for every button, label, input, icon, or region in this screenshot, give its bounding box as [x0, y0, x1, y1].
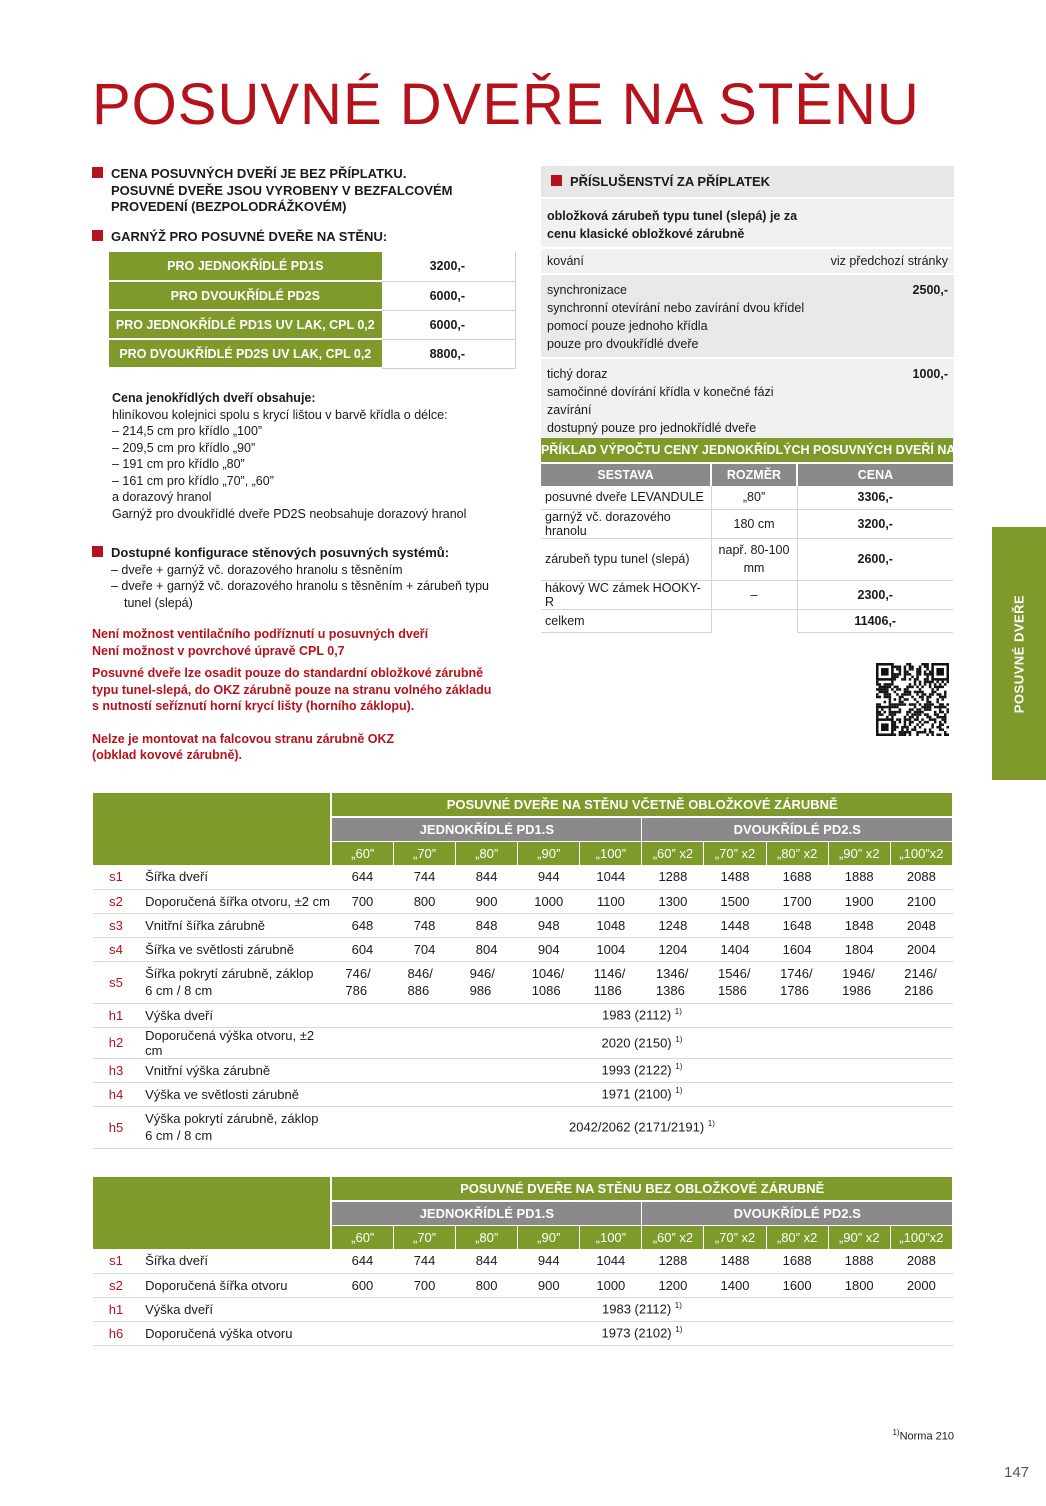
dimension-value	[642, 961, 704, 1003]
dimension-value-line: 2186	[904, 983, 934, 998]
dimension-name: Výška dveří	[139, 1297, 331, 1321]
dimension-value-line: 986	[469, 983, 492, 998]
example-table	[541, 462, 953, 633]
dimension-value: 1404	[704, 937, 766, 961]
dimension-value	[331, 961, 393, 1003]
dimension-value: 1004	[580, 937, 642, 961]
dimension-code: s1	[93, 865, 139, 889]
dimension-value	[331, 1297, 952, 1321]
size-header: „80” x2	[766, 841, 828, 865]
dimension-value: 944	[518, 1249, 580, 1273]
dimension-value: 700	[394, 1273, 456, 1297]
dimension-row	[93, 961, 953, 1003]
dimension-value-line: 946/	[469, 966, 495, 981]
dimension-code: s4	[93, 937, 139, 961]
dimension-row	[93, 865, 953, 889]
dimension-value: 644	[331, 1249, 393, 1273]
note-line: Není možnost ventilačního podříznutí u posuvných dveří	[92, 627, 429, 641]
dimension-value: 1648	[766, 913, 828, 937]
footnote-marker: 1)	[674, 1007, 682, 1017]
example-price: 2600,-	[797, 538, 953, 580]
dimension-value: 844	[456, 865, 518, 889]
dimension-name: Doporučená výška otvoru	[139, 1321, 331, 1345]
garnyz-row	[109, 252, 516, 281]
dimension-value-text: 2020 (2150)	[601, 1035, 672, 1051]
qr-code-icon[interactable]	[876, 663, 949, 736]
intro-block	[92, 166, 522, 245]
dimension-value: 744	[394, 1249, 456, 1273]
example-row	[541, 609, 953, 632]
example-size: „80”	[711, 486, 797, 509]
red-bullet-icon	[92, 230, 103, 241]
dimension-code: s2	[93, 889, 139, 913]
dimension-value	[331, 1321, 952, 1345]
dimensions-table-without-frame	[93, 1177, 953, 1346]
dimension-value: 1600	[766, 1273, 828, 1297]
dimension-value: 1288	[642, 1249, 704, 1273]
note-line: s nutností seříznutí horní krycí lišty (horního záklopu).	[92, 699, 415, 713]
dimension-value-text: 2042/2062 (2171/2191)	[568, 1119, 705, 1135]
contains-line: hliníkovou kolejnici spolu s krycí lištou v barvě křídla o délce:	[112, 407, 448, 422]
dimension-value: 1248	[642, 913, 704, 937]
dimension-name	[139, 961, 331, 1003]
accessory-desc-line: tichý doraz	[547, 367, 608, 381]
dimension-value-line: 1746/	[780, 966, 813, 981]
dimension-value: 1100	[580, 889, 642, 913]
garnyz-row	[109, 339, 516, 368]
dimension-row	[93, 1106, 953, 1148]
dimension-value: 848	[456, 913, 518, 937]
accessories-subheading-line: obložková zárubeň typu tunel (slepá) je za	[547, 209, 798, 223]
dimension-value	[704, 961, 766, 1003]
contains-line: – 161 cm pro křídlo „70”, „60”	[112, 473, 274, 488]
footnote-marker: 1)	[707, 1119, 715, 1129]
size-header: „90”	[518, 1225, 580, 1249]
red-bullet-icon	[551, 175, 562, 186]
notes-block	[92, 626, 532, 764]
dimension-name: Výška ve světlosti zárubně	[139, 1082, 331, 1106]
size-header: „80” x2	[766, 1225, 828, 1249]
garnyz-label: PRO JEDNOKŘÍDLÉ PD1S UV LAK, CPL 0,2	[109, 310, 382, 339]
example-price: 2300,-	[797, 580, 953, 609]
contains-line: Garnýž pro dvoukřídlé dveře PD2S neobsahuje dorazový hranol	[112, 506, 467, 521]
accessory-price: viz předchozí stránky	[830, 254, 948, 268]
dimension-value: 700	[331, 889, 393, 913]
footnote-marker: 1)	[675, 1086, 683, 1096]
example-row	[541, 538, 953, 580]
example-item: celkem	[541, 609, 711, 632]
size-header: „90” x2	[828, 841, 890, 865]
dimension-value-text: 1993 (2122)	[601, 1062, 672, 1078]
dimension-value-line: 1546/	[717, 966, 751, 981]
dimension-value: 1888	[828, 1249, 890, 1273]
garnyz-label: PRO DVOUKŘÍDLÉ PD2S UV LAK, CPL 0,2	[109, 339, 382, 368]
table1-heading: POSUVNÉ DVEŘE NA STĚNU VČETNĚ OBLOŽKOVÉ ZÁRUBNĚ	[331, 793, 952, 817]
dimension-row	[93, 1027, 953, 1058]
accessory-price: 2500,-	[912, 283, 948, 297]
dimension-value: 600	[331, 1273, 393, 1297]
dimension-value: 744	[394, 865, 456, 889]
intro-line-2: POSUVNÉ DVEŘE JSOU VYROBENY V BEZFALCOVÉM	[111, 182, 453, 198]
accessory-desc	[541, 358, 825, 441]
size-header: „100”x2	[890, 1225, 952, 1249]
accessories-box	[541, 166, 954, 441]
dimension-name: Šířka dveří	[139, 1249, 331, 1273]
example-price: 3200,-	[797, 509, 953, 538]
dimension-value: 704	[394, 937, 456, 961]
dimension-row	[93, 1082, 953, 1106]
dimension-value: 1604	[766, 937, 828, 961]
dimension-value: 1448	[704, 913, 766, 937]
dimension-name-line: 6 cm / 8 cm	[145, 1128, 213, 1143]
garnyz-price: 6000,-	[382, 310, 516, 339]
config-line: – dveře + garnýž vč. dorazového hranolu s těsněním + zárubeň typu	[111, 579, 490, 593]
garnyz-label: PRO JEDNOKŘÍDLÉ PD1S	[109, 252, 382, 281]
dimension-name: Doporučená šířka otvoru	[139, 1273, 331, 1297]
contains-line: – 191 cm pro křídlo „80”	[112, 457, 245, 471]
example-col-header: CENA	[797, 463, 953, 486]
footnote-marker: 1)	[674, 1301, 682, 1311]
side-tab-label: POSUVNÉ DVEŘE	[1011, 594, 1027, 713]
dimension-value	[890, 961, 952, 1003]
red-bullet-icon	[92, 167, 103, 178]
table1-group-single: JEDNOKŘÍDLÉ PD1.S	[331, 817, 641, 841]
dimension-value: 1044	[580, 1249, 642, 1273]
dimension-value: 1044	[580, 865, 642, 889]
size-header: „100”	[580, 841, 642, 865]
dimension-value: 1488	[704, 1249, 766, 1273]
dimension-row	[93, 1297, 953, 1321]
dimension-value	[331, 1106, 952, 1148]
accessories-table	[541, 247, 954, 441]
accessory-desc	[541, 274, 825, 358]
dimension-value-line: 786	[345, 983, 368, 998]
dimension-value-text: 1983 (2112)	[602, 1007, 672, 1023]
dimension-name: Doporučená výška otvoru, ±2 cm	[139, 1027, 331, 1058]
dimension-value-line: 1946/	[842, 966, 875, 981]
dimension-value-text: 1971 (2100)	[601, 1086, 672, 1102]
accessory-price: 1000,-	[912, 367, 948, 381]
size-header: „60” x2	[642, 1225, 704, 1249]
example-row	[541, 580, 953, 609]
table1-group-double: DVOUKŘÍDLÉ PD2.S	[642, 817, 953, 841]
dimension-name: Výška dveří	[139, 1003, 331, 1027]
dimension-name: Doporučená šířka otvoru, ±2 cm	[139, 889, 331, 913]
dimension-name: Šířka dveří	[139, 865, 331, 889]
example-row	[541, 509, 953, 538]
red-bullet-icon	[92, 546, 103, 557]
dimension-value: 1300	[642, 889, 704, 913]
page-number: 147	[1004, 1464, 1030, 1481]
accessories-heading: PŘÍSLUŠENSTVÍ ZA PŘÍPLATEK	[541, 166, 954, 197]
dimension-value	[580, 961, 642, 1003]
dimension-code: h5	[93, 1106, 139, 1148]
dimension-value: 1488	[704, 865, 766, 889]
note-line: Nelze je montovat na falcovou stranu zárubně OKZ	[92, 731, 395, 746]
dimension-code: s1	[93, 1249, 139, 1273]
dimension-value-line: 2146/	[904, 966, 937, 981]
page-title: POSUVNÉ DVEŘE NA STĚNU	[92, 72, 920, 137]
dimension-value: 2100	[890, 889, 952, 913]
example-item: hákový WC zámek HOOKY-R	[541, 580, 711, 609]
dimension-value: 1204	[642, 937, 704, 961]
dimension-name: Vnitřní výška zárubně	[139, 1058, 331, 1082]
size-header: „100”x2	[890, 841, 952, 865]
dimension-value: 1700	[766, 889, 828, 913]
accessory-desc	[541, 248, 825, 274]
dimension-value: 904	[518, 937, 580, 961]
example-item: posuvné dveře LEVANDULE	[541, 486, 711, 509]
dimension-value: 648	[331, 913, 393, 937]
dimension-row	[93, 1249, 953, 1273]
dimension-row	[93, 937, 953, 961]
example-item: zárubeň typu tunel (slepá)	[541, 538, 711, 580]
dimension-value	[331, 1003, 952, 1027]
dimension-name: Vnitřní šířka zárubně	[139, 913, 331, 937]
configs-block	[92, 545, 522, 611]
contains-block	[112, 390, 522, 522]
dimension-code: h4	[93, 1082, 139, 1106]
note-line: Posuvné dveře lze osadit pouze do standardní obložkové zárubně	[92, 666, 484, 680]
accessories-subheading-line: cenu klasické obložkové zárubně	[547, 227, 745, 241]
dimension-row	[93, 913, 953, 937]
size-header: „80”	[456, 1225, 518, 1249]
example-size: 180 cm	[711, 509, 797, 538]
example-col-header: SESTAVA	[541, 463, 711, 486]
dimension-name-line: Výška pokrytí zárubně, záklop	[145, 1111, 319, 1126]
accessory-desc-line: synchronní otevírání nebo zavírání dvou křídel	[547, 301, 805, 315]
dimension-value: 2000	[890, 1273, 952, 1297]
side-tab	[992, 527, 1046, 780]
dimension-value-line: 1586	[717, 983, 747, 998]
accessory-desc-line: pomocí pouze jednoho křídla	[547, 319, 708, 333]
dimension-value-line: 746/	[345, 966, 371, 981]
accessory-row	[541, 248, 954, 274]
dimension-value-line: 1186	[593, 983, 622, 998]
garnyz-row	[109, 310, 516, 339]
dimension-value	[331, 1058, 952, 1082]
dimension-code: h1	[93, 1297, 139, 1321]
dimension-value	[394, 961, 456, 1003]
accessory-row	[541, 274, 954, 358]
example-heading: PŘÍKLAD VÝPOČTU CENY JEDNOKŘÍDLÝCH POSUVNÝCH DVEŘÍ NA STĚNU	[541, 438, 953, 462]
accessory-desc-line: kování	[547, 254, 584, 268]
dimension-value: 604	[331, 937, 393, 961]
table-corner	[93, 1177, 331, 1249]
accessory-desc-line: synchronizace	[547, 283, 627, 297]
dimension-value: 644	[331, 865, 393, 889]
dimension-value	[456, 961, 518, 1003]
dimension-value-line: 1986	[842, 983, 872, 998]
dimension-value: 1848	[828, 913, 890, 937]
contains-line: a dorazový hranol	[112, 490, 212, 504]
config-line: tunel (slepá)	[124, 595, 193, 610]
dimension-code: h3	[93, 1058, 139, 1082]
dimension-code: h2	[93, 1027, 139, 1058]
footnote-marker: 1)	[675, 1034, 683, 1044]
dimension-value-line: 846/	[407, 966, 433, 981]
dimension-value: 1200	[642, 1273, 704, 1297]
accessory-desc-line: pouze pro dvoukřídlé dveře	[547, 337, 699, 351]
accessory-row	[541, 358, 954, 441]
size-header: „70”	[394, 841, 456, 865]
dimension-row	[93, 889, 953, 913]
contains-line: – 209,5 cm pro křídlo „90”	[112, 440, 256, 455]
dimension-row	[93, 1058, 953, 1082]
intro-line-3: PROVEDENÍ (BEZPOLODRÁŽKOVÉM)	[111, 199, 347, 214]
dimension-code: h1	[93, 1003, 139, 1027]
note-line: Není možnost v povrchové úpravě CPL 0,7	[92, 643, 345, 658]
garnyz-row	[109, 281, 516, 310]
footnote: $^{1)}$Norma 210	[892, 1428, 954, 1443]
size-header: „70” x2	[704, 1225, 766, 1249]
dimension-code: h6	[93, 1321, 139, 1345]
dimension-value: 2048	[890, 913, 952, 937]
dimension-value: 1048	[580, 913, 642, 937]
configs-heading: Dostupné konfigurace stěnových posuvných systémů:	[92, 545, 522, 562]
dimension-value: 800	[456, 1273, 518, 1297]
example-row	[541, 486, 953, 509]
size-header: „70”	[394, 1225, 456, 1249]
dimension-value-line: 1086	[531, 983, 561, 998]
footnote-marker: 1)	[675, 1325, 683, 1335]
dimension-value: 804	[456, 937, 518, 961]
dimension-name-line: 6 cm / 8 cm	[145, 983, 213, 998]
dimension-row	[93, 1321, 953, 1345]
dimension-value-line: 886	[407, 983, 430, 998]
accessory-desc-line: dostupný pouze pro jednokřídlé dveře	[547, 421, 757, 435]
dimension-code: s3	[93, 913, 139, 937]
accessory-desc-line: samočinné dovírání křídla v konečné fázi zavírání	[547, 385, 774, 417]
dimension-value-line: 1786	[780, 983, 809, 998]
dimension-value-line: 1386	[655, 983, 685, 998]
dimension-code: s2	[93, 1273, 139, 1297]
dimension-value: 1688	[766, 865, 828, 889]
dimensions-table-with-frame	[93, 793, 953, 1149]
dimension-value: 1500	[704, 889, 766, 913]
intro-line-1: CENA POSUVNÝCH DVEŘÍ JE BEZ PŘÍPLATKU.	[92, 166, 522, 183]
size-header: „90” x2	[828, 1225, 890, 1249]
note-line: typu tunel-slepá, do OKZ zárubně pouze na stranu volného základu	[92, 682, 492, 697]
dimension-value: 800	[394, 889, 456, 913]
garnyz-price: 8800,-	[382, 339, 516, 368]
garnyz-table	[109, 252, 516, 369]
dimension-value: 900	[518, 1273, 580, 1297]
example-price: 11406,-	[797, 609, 953, 632]
size-header: „60”	[331, 1225, 393, 1249]
dimension-value: 1288	[642, 865, 704, 889]
dimension-value-text: 1983 (2112)	[602, 1301, 672, 1317]
garnyz-label: PRO DVOUKŘÍDLÉ PD2S	[109, 281, 382, 310]
dimension-value: 1000	[518, 889, 580, 913]
dimension-value: 1900	[828, 889, 890, 913]
table2-heading: POSUVNÉ DVEŘE NA STĚNU BEZ OBLOŽKOVÉ ZÁRUBNĚ	[331, 1177, 952, 1201]
dimension-value: 1688	[766, 1249, 828, 1273]
example-item: garnýž vč. dorazového hranolu	[541, 509, 711, 538]
example-col-header: ROZMĚR	[711, 463, 797, 486]
example-size	[711, 609, 797, 632]
dimension-value-text: 1973 (2102)	[601, 1325, 672, 1341]
size-header: „60”	[331, 841, 393, 865]
dimension-value	[828, 961, 890, 1003]
dimension-value: 1400	[704, 1273, 766, 1297]
example-size: –	[711, 580, 797, 609]
dimension-value: 748	[394, 913, 456, 937]
size-header: „60” x2	[642, 841, 704, 865]
config-line: – dveře + garnýž vč. dorazového hranolu s těsněním	[111, 562, 403, 577]
dimension-value: 2088	[890, 1249, 952, 1273]
garnyz-heading: GARNÝŽ PRO POSUVNÉ DVEŘE NA STĚNU:	[92, 229, 522, 246]
garnyz-price: 6000,-	[382, 281, 516, 310]
size-header: „90”	[518, 841, 580, 865]
dimension-value-line: 1046/	[531, 966, 565, 981]
dimension-value: 844	[456, 1249, 518, 1273]
table-corner	[93, 793, 331, 865]
contains-heading: Cena jenokřídlých dveří obsahuje:	[112, 391, 316, 405]
dimension-value	[331, 1027, 952, 1058]
size-header: „70” x2	[704, 841, 766, 865]
example-size: např. 80-100 mm	[711, 538, 797, 580]
dimension-name: Šířka ve světlosti zárubně	[139, 937, 331, 961]
dimension-value: 900	[456, 889, 518, 913]
dimension-name	[139, 1106, 331, 1148]
dimension-name-line: Šířka pokrytí zárubně, záklop	[145, 966, 314, 981]
dimension-value	[331, 1082, 952, 1106]
dimension-value	[766, 961, 828, 1003]
dimension-value	[518, 961, 580, 1003]
example-price: 3306,-	[797, 486, 953, 509]
dimension-row	[93, 1273, 953, 1297]
note-line: (obklad kovové zárubně).	[92, 748, 243, 762]
dimension-value: 1800	[828, 1273, 890, 1297]
dimension-value: 1000	[580, 1273, 642, 1297]
dimension-value: 2004	[890, 937, 952, 961]
table2-group-double: DVOUKŘÍDLÉ PD2.S	[642, 1201, 953, 1225]
dimension-value: 2088	[890, 865, 952, 889]
dimension-value: 944	[518, 865, 580, 889]
table2-group-single: JEDNOKŘÍDLÉ PD1.S	[331, 1201, 641, 1225]
dimension-value: 1804	[828, 937, 890, 961]
footnote-marker: 1)	[675, 1062, 683, 1072]
contains-line: – 214,5 cm pro křídlo „100”	[112, 424, 263, 438]
dimension-value-line: 1146/	[593, 966, 626, 981]
dimension-value-line: 1346/	[655, 966, 689, 981]
dimension-row	[93, 1003, 953, 1027]
size-header: „80”	[456, 841, 518, 865]
size-header: „100”	[580, 1225, 642, 1249]
dimension-value: 1888	[828, 865, 890, 889]
dimension-code: s5	[93, 961, 139, 1003]
accessories-subheading	[541, 197, 954, 247]
example-box	[541, 438, 1001, 633]
dimension-value: 948	[518, 913, 580, 937]
garnyz-price: 3200,-	[382, 252, 516, 281]
